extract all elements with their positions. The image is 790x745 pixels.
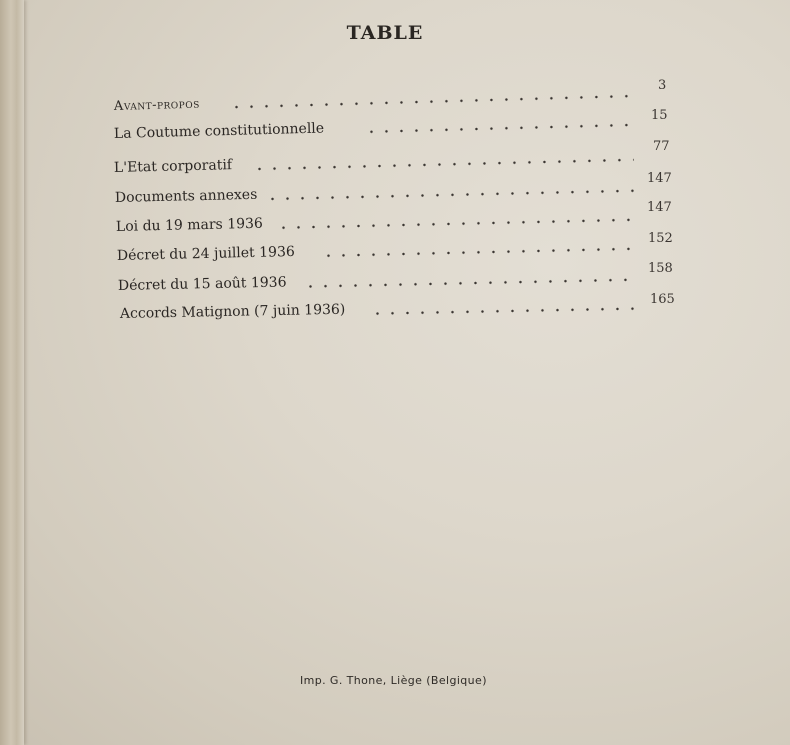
toc-entry: [114, 147, 639, 180]
dot-leader: [229, 95, 629, 109]
toc-entry-page: 152: [648, 231, 673, 246]
toc-entry-label: La Coutume constitutionnelle: [113, 120, 325, 142]
toc-entry-label: Loi du 19 mars 1936: [115, 215, 264, 235]
toc-entry-page: 165: [650, 292, 675, 307]
toc-entry: [117, 236, 642, 268]
toc-entry: [115, 178, 640, 210]
toc-entry-label: Décret du 15 août 1936: [117, 274, 287, 294]
toc-entry: [118, 267, 643, 298]
toc-entry-page: 3: [658, 78, 667, 93]
dot-leader: [370, 307, 635, 315]
dot-leader: [276, 218, 636, 229]
toc-entry: [114, 112, 634, 146]
toc-entry-label: Accords Matignon (7 juin 1936): [119, 301, 346, 322]
printer-imprint: Imp. G. Thone, Liège (Belgique): [300, 674, 487, 687]
dot-leader: [303, 278, 638, 288]
dot-leader: [252, 158, 634, 170]
dot-leader: [265, 189, 635, 200]
toc-entry-label: L'Etat corporatif: [113, 157, 233, 176]
toc-entry-page: 158: [648, 261, 673, 276]
toc-entry-page: 15: [651, 108, 668, 123]
dot-leader: [321, 247, 637, 257]
toc-entry: [120, 296, 640, 326]
toc-entry-page: 147: [647, 171, 672, 186]
page-binding-edge: [0, 0, 24, 745]
toc-entry-page: 77: [653, 139, 670, 154]
toc-entry-label: Décret du 24 juillet 1936: [116, 243, 295, 264]
dot-leader: [364, 124, 629, 134]
page-title: TABLE: [346, 22, 424, 44]
toc-entry: [116, 207, 641, 239]
toc-entry: [114, 83, 634, 118]
toc-entry-page: 147: [647, 200, 672, 215]
toc-entry-label: Documents annexes: [114, 186, 258, 206]
toc-entry-label: Avant-propos: [113, 96, 200, 114]
